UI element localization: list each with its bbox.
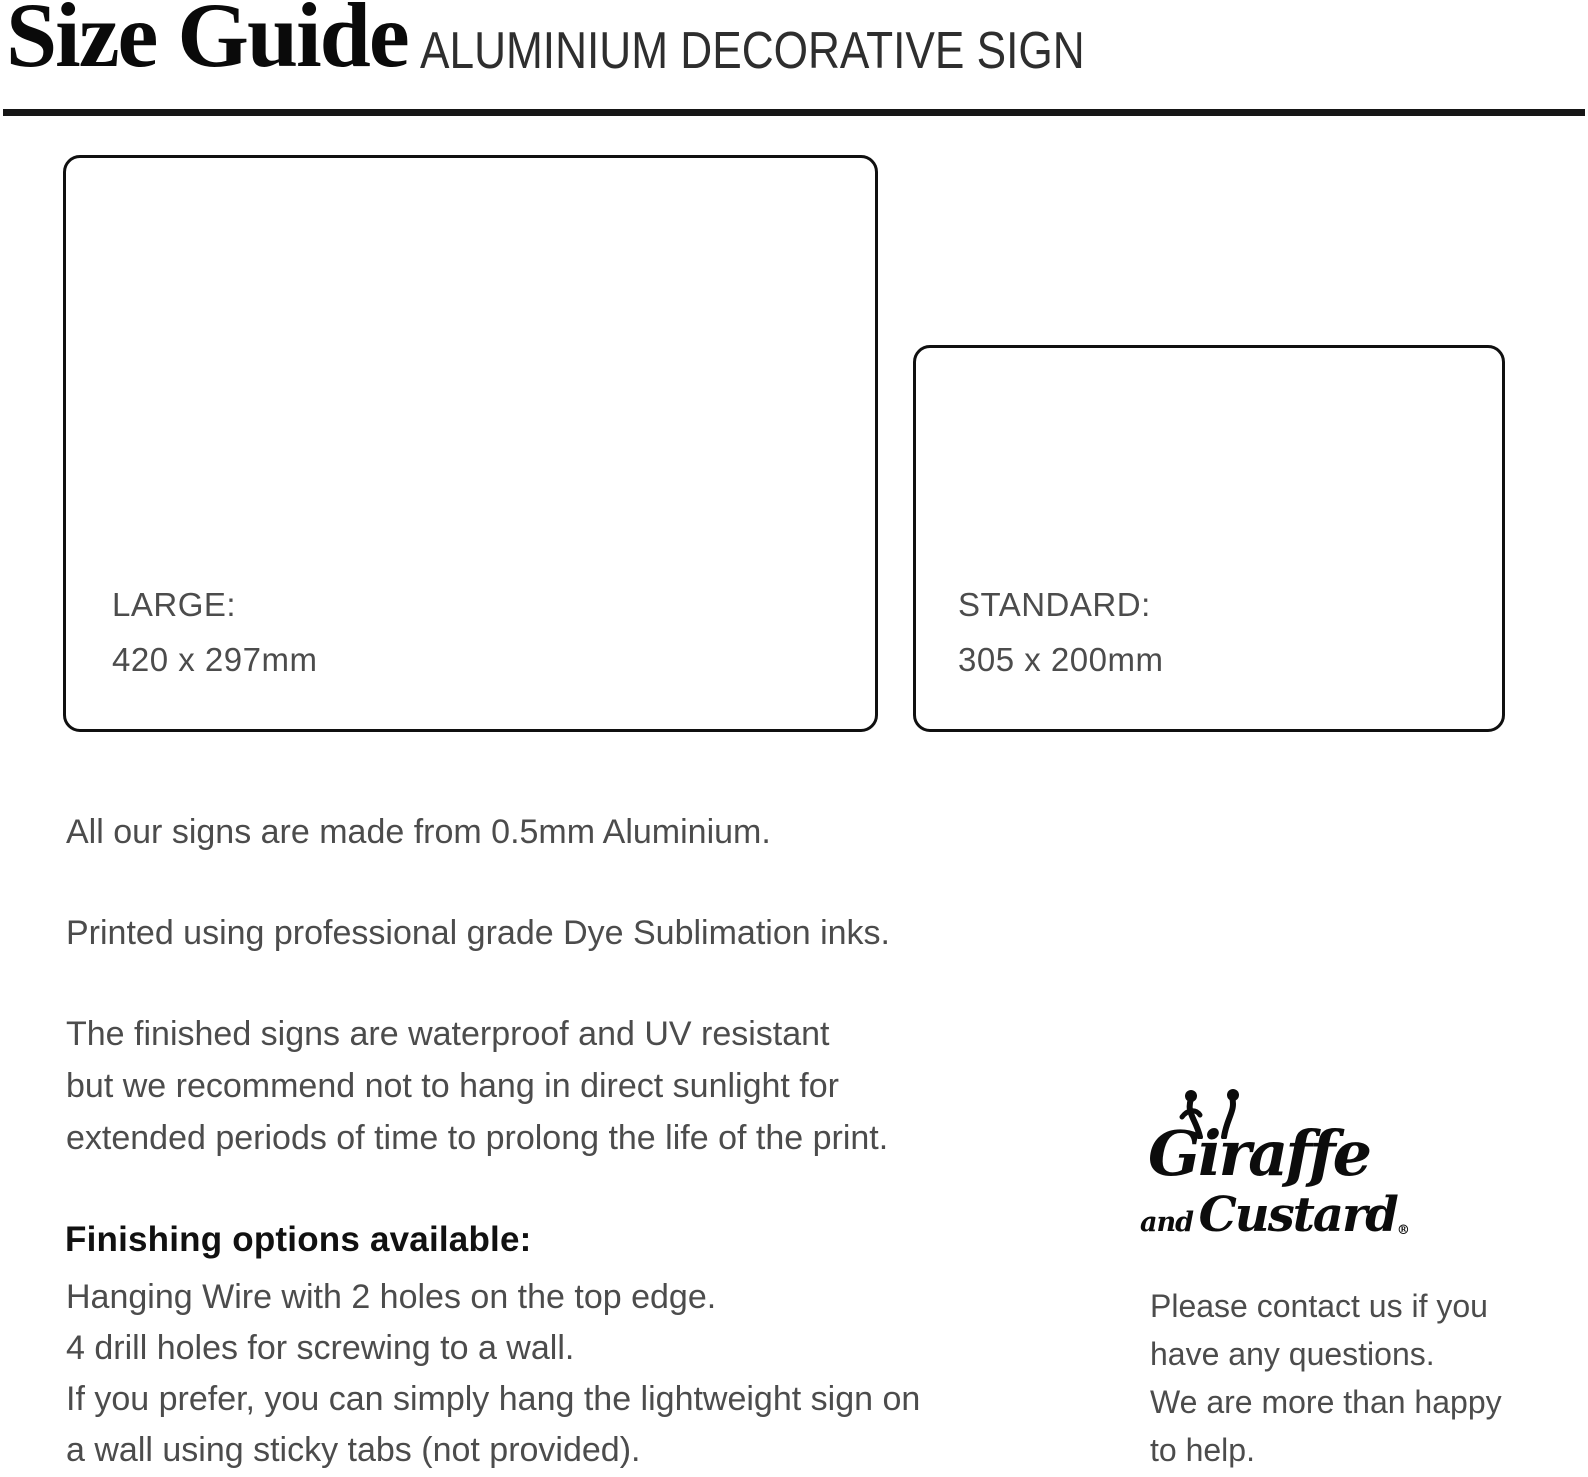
paragraph-printing: Printed using professional grade Dye Sublimation inks.: [66, 914, 891, 952]
finishing-options-list: [66, 1272, 920, 1476]
page-title: Size Guide: [6, 0, 408, 86]
brand-logo: [1140, 1085, 1430, 1265]
contact-line1: Please contact us if you: [1150, 1288, 1488, 1324]
contact-line3: We are more than happy: [1150, 1384, 1502, 1420]
paragraph-durability-line1: The finished signs are waterproof and UV resistant: [66, 1015, 830, 1053]
finishing-option-hanging-wire: Hanging Wire with 2 holes on the top edge.: [66, 1278, 717, 1316]
page-subtitle: ALUMINIUM DECORATIVE SIGN: [420, 22, 1085, 80]
brand-logo-custard-word: Custard: [1198, 1187, 1397, 1243]
paragraph-material: All our signs are made from 0.5mm Aluminium.: [66, 813, 771, 851]
finishing-option-sticky-tabs-line1: If you prefer, you can simply hang the lightweight sign on: [66, 1380, 921, 1418]
paragraph-durability-line2: but we recommend not to hang in direct sunlight for: [66, 1067, 839, 1105]
contact-line4: to help.: [1150, 1432, 1255, 1468]
finishing-options-heading: Finishing options available:: [65, 1220, 532, 1259]
brand-logo-giraffe-text: Giraffe: [1148, 1117, 1370, 1190]
finishing-option-sticky-tabs-line2: a wall using sticky tabs (not provided).: [66, 1431, 641, 1469]
size-label-large: LARGE:: [112, 586, 237, 623]
header-divider: [3, 109, 1585, 116]
size-label-standard: STANDARD:: [958, 586, 1151, 623]
size-dimensions-standard: 305 x 200mm: [958, 641, 1164, 678]
paragraph-durability-line3: extended periods of time to prolong the life of the print.: [66, 1119, 889, 1157]
registered-trademark-icon: ®: [1396, 1223, 1410, 1238]
brand-logo-and-text: and: [1140, 1207, 1194, 1238]
contact-line2: have any questions.: [1150, 1336, 1435, 1372]
finishing-option-drill-holes: 4 drill holes for screwing to a wall.: [66, 1329, 575, 1367]
paragraph-durability: [66, 1008, 888, 1164]
size-rect-large: [63, 155, 878, 732]
size-rect-standard: [913, 345, 1505, 732]
contact-text: [1150, 1282, 1502, 1474]
size-dimensions-large: 420 x 297mm: [112, 641, 318, 678]
brand-logo-custard-text: [1140, 1187, 1410, 1243]
